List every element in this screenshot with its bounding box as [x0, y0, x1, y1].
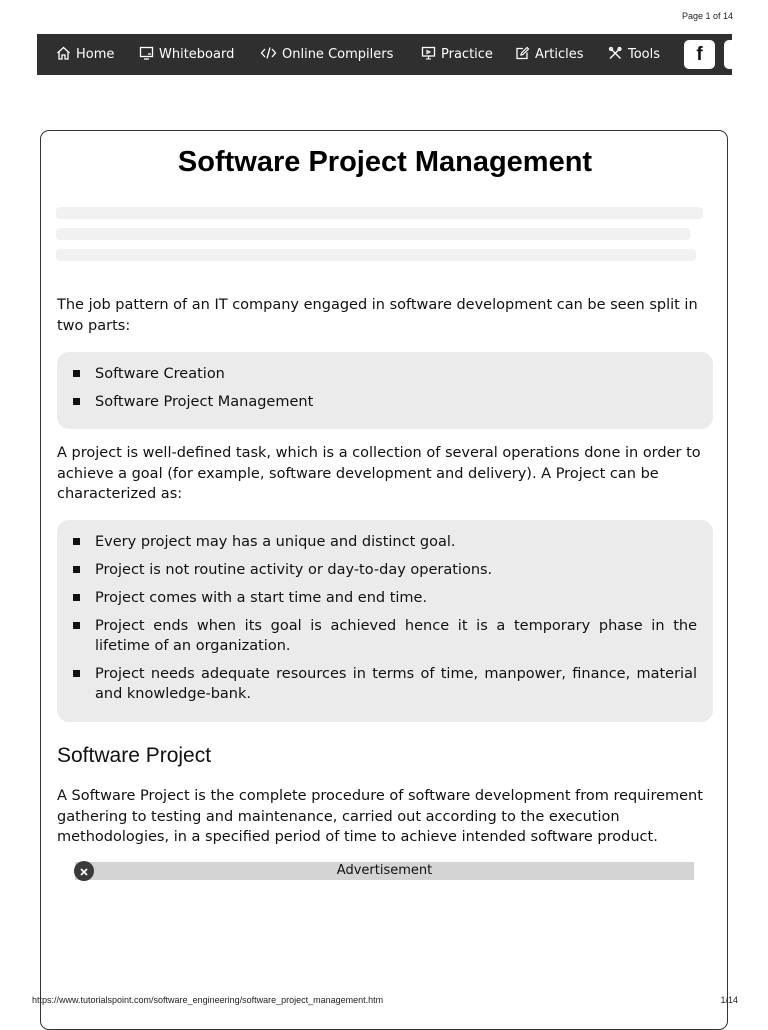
nav-item-label: Home	[76, 47, 115, 62]
monitor-icon	[421, 46, 441, 64]
close-ad-button[interactable]	[74, 861, 94, 881]
home-icon	[56, 46, 76, 64]
whiteboard-icon	[139, 46, 159, 64]
tools-icon	[608, 46, 628, 64]
bullet-icon	[73, 370, 80, 377]
social-button-partial[interactable]	[724, 40, 732, 69]
bullet-icon	[73, 670, 80, 677]
edit-icon	[515, 46, 535, 64]
top-navbar	[37, 34, 732, 75]
nav-item-practice[interactable]	[421, 34, 493, 75]
list-item: Project comes with a start time and end time.	[73, 588, 697, 608]
nav-item-label: Online Compilers	[282, 47, 394, 62]
list-item: Project needs adequate resources in terms of time, manpower, finance, material and knowledge-bank.	[73, 664, 697, 704]
advertisement-bar	[75, 862, 694, 880]
nav-item-whiteboard[interactable]	[139, 34, 234, 75]
list-item: Every project may has a unique and distinct goal.	[73, 532, 697, 552]
parts-list	[57, 352, 713, 429]
characteristics-list	[57, 520, 713, 722]
page-indicator: Page 1 of 14	[681, 11, 733, 21]
nav-item-label: Articles	[535, 47, 584, 62]
intro-paragraph: The job pattern of an IT company engaged in software development can be seen split in two parts:	[57, 297, 698, 334]
nav-item-label: Whiteboard	[159, 47, 235, 62]
nav-item-home[interactable]	[56, 34, 114, 75]
list-item: Software Project Management	[73, 392, 697, 412]
bullet-icon	[73, 622, 80, 629]
nav-item-tools[interactable]	[608, 34, 660, 75]
page-title: Software Project Management	[177, 146, 593, 178]
footer-url: https://www.tutorialspoint.com/software_engineering/software_project_management.htm	[32, 995, 384, 1005]
list-item: Project is not routine activity or day-to-day operations.	[73, 560, 697, 580]
facebook-button[interactable]	[684, 40, 715, 69]
close-icon	[79, 862, 89, 881]
project-definition-paragraph: A project is well-defined task, which is a collection of several operations done in order to achieve a goal (for example, software development and delivery). A Project can be characterized as:	[57, 445, 701, 502]
nav-item-label: Practice	[441, 47, 493, 62]
section-heading: Software Project	[57, 744, 212, 767]
nav-item-label: Tools	[628, 47, 661, 62]
advertisement-label: Advertisement	[336, 863, 433, 878]
facebook-icon: f	[696, 44, 703, 65]
faded-text-block	[56, 198, 716, 280]
list-item: Project ends when its goal is achieved hence it is a temporary phase in the lifetime of an organization.	[73, 616, 697, 656]
footer-page-number: 1/14	[720, 995, 738, 1005]
code-icon	[260, 46, 282, 64]
nav-item-articles[interactable]	[515, 34, 583, 75]
list-item: Software Creation	[73, 364, 697, 384]
bullet-icon	[73, 594, 80, 601]
bullet-icon	[73, 538, 80, 545]
bullet-icon	[73, 566, 80, 573]
bullet-icon	[73, 398, 80, 405]
section-paragraph: A Software Project is the complete procedure of software development from requirement gathering to testing and maintenance, carried out according to the execution methodologies, in a specified period of time to achieve intended software product.	[57, 788, 703, 845]
nav-item-online-compilers[interactable]	[260, 34, 393, 75]
